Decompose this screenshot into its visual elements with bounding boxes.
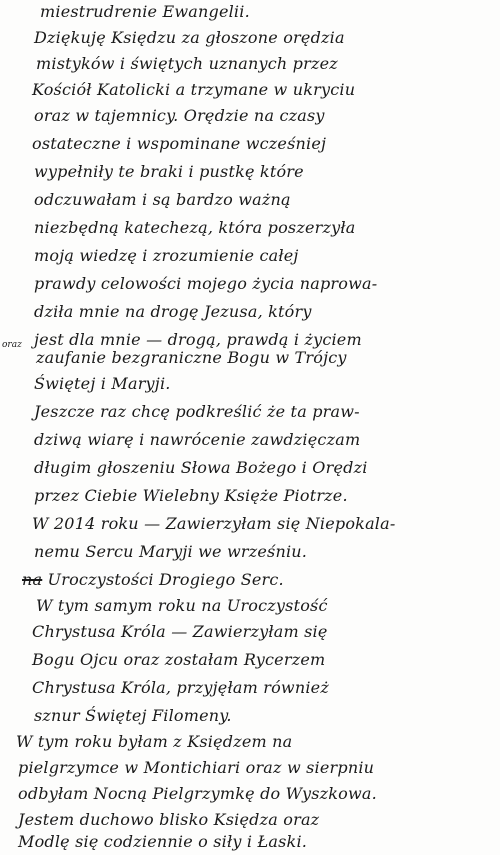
text-line-9: niezbędną katechezą, która poszerzyła: [34, 218, 356, 237]
text-line-10: moją wiedzę i zrozumienie całej: [34, 246, 299, 265]
text-line-22: [22, 570, 284, 590]
struck-word: na: [22, 570, 43, 589]
text-line-2: Dziękuję Księdzu za głoszone orędzia: [34, 28, 345, 47]
text-line-13: jest dla mnie — drogą, prawdą i życiem: [34, 330, 362, 349]
text-line-17: dziwą wiarę i nawrócenie zawdzięczam: [34, 430, 361, 449]
text-line-21: nemu Sercu Maryji we wrześniu.: [34, 542, 308, 561]
text-line-6: ostateczne i wspominane wcześniej: [32, 134, 327, 153]
text-line-31: Jestem duchowo blisko Księdza oraz: [18, 810, 320, 829]
text-line-20: W 2014 roku — Zawierzyłam się Niepokala-: [32, 514, 396, 533]
text-line-19: przez Ciebie Wielebny Księże Piotrze.: [34, 486, 348, 505]
text-line-27: sznur Świętej Filomeny.: [34, 706, 232, 725]
text-line-1: miestrudrenie Ewangelii.: [40, 2, 250, 21]
text-line-8: odczuwałam i są bardzo ważną: [34, 190, 291, 209]
margin-insertion-note: oraz: [2, 340, 22, 350]
text-line-24: Chrystusa Króla — Zawierzyłam się: [32, 622, 328, 641]
text-line-3: mistyków i świętych uznanych przez: [36, 54, 338, 73]
text-line-30: odbyłam Nocną Pielgrzymkę do Wyszkowa.: [18, 784, 377, 803]
text-line-25: Bogu Ojcu oraz zostałam Rycerzem: [32, 650, 326, 669]
text-line-7: wypełniły te braki i pustkę które: [34, 162, 304, 181]
text-line-18: długim głoszeniu Słowa Bożego i Orędzi: [34, 458, 368, 477]
text-line-16: Jeszcze raz chcę podkreślić że ta praw-: [34, 402, 360, 421]
text-line-32: Modlę się codziennie o siły i Łaski.: [18, 832, 308, 851]
text-line-5: oraz w tajemnicy. Orędzie na czasy: [34, 106, 325, 125]
text-line-29: pielgrzymce w Montichiari oraz w sierpniu: [18, 758, 375, 777]
text-line-11: prawdy celowości mojego życia naprowa-: [34, 274, 378, 293]
text-line-12: dziła mnie na drogę Jezusa, który: [34, 302, 312, 321]
text-line-28: W tym roku byłam z Księdzem na: [16, 732, 293, 751]
text-line-15: Świętej i Maryji.: [34, 374, 171, 393]
text-line-23: W tym samym roku na Uroczystość: [36, 596, 328, 615]
text-line-22-rest: Uroczystości Drogiego Serc.: [47, 570, 284, 589]
text-line-14: zaufanie bezgraniczne Bogu w Trójcy: [36, 348, 347, 367]
text-line-4: Kościół Katolicki a trzymane w ukryciu: [32, 80, 356, 99]
text-line-26: Chrystusa Króla, przyjęłam również: [32, 678, 329, 697]
